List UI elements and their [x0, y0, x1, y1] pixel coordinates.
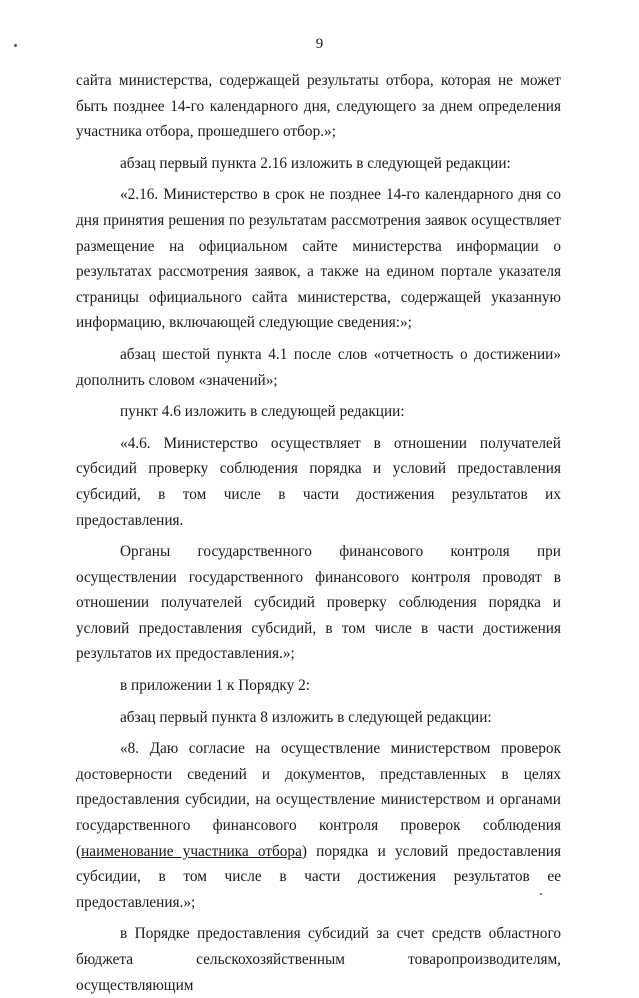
document-body	[76, 68, 561, 998]
scan-speck	[14, 44, 17, 47]
scan-speck	[540, 893, 542, 895]
paragraph: сайта министерства, содержащей результаты отбора, которая не может быть позднее 14-го календарного дня, следующего за днем определения участника отбора, прошедшего отбор.»;	[76, 72, 561, 141]
paragraph	[76, 736, 561, 915]
paragraph-text: порядка и условий предоставления субсидии, в том числе в части достижения результатов ее предоставления.»;	[76, 842, 561, 911]
paragraph: абзац шестой пункта 4.1 после слов «отчетность о достижении» дополнить словом «значений»;	[76, 345, 561, 389]
paragraph: пункт 4.6 изложить в следующей редакции:	[120, 403, 405, 421]
paragraph: абзац первый пункта 8 изложить в следующей редакции:	[120, 708, 492, 726]
paragraph: в Порядке предоставления субсидий за счет средств областного бюджета сельскохозяйственным товаропроизводителям, осуществляющим	[76, 925, 561, 994]
paragraph: абзац первый пункта 2.16 изложить в следующей редакции:	[120, 154, 511, 172]
page-number: 9	[315, 36, 324, 52]
paragraph-text: «8. Даю согласие на осуществление министерством проверок достоверности сведений и документов, представленных в целях предоставления субсидии, на осуществление министерством и органами государственного финансового контроля проверок соблюдения	[76, 740, 561, 835]
paragraph: в приложении 1 к Порядку 2:	[120, 677, 310, 695]
paragraph: «4.6. Министерство осуществляет в отношении получателей субсидий проверку соблюдения порядка и условий предоставления субсидий, в том числе в части достижения результатов их предоставления.	[76, 434, 561, 529]
underlined-placeholder: (наименование участника отбора)	[76, 842, 307, 860]
paragraph: «2.16. Министерство в срок не позднее 14-го календарного дня со дня принятия решения по результатам рассмотрения заявок осуществляет размещение на официальном сайте министерства информации о результатах рассмотрения заявок, а также на едином портале указателя страницы официального сайта министерства, содержащей указанную информацию, включающей следующие сведения:»;	[76, 186, 561, 332]
paragraph: Органы государственного финансового контроля при осуществлении государственного финансового контроля проводят в отношении получателей субсидий проверку соблюдения порядка и условий предоставления субсидий, в том числе в части достижения результатов их предоставления.»;	[76, 543, 561, 663]
